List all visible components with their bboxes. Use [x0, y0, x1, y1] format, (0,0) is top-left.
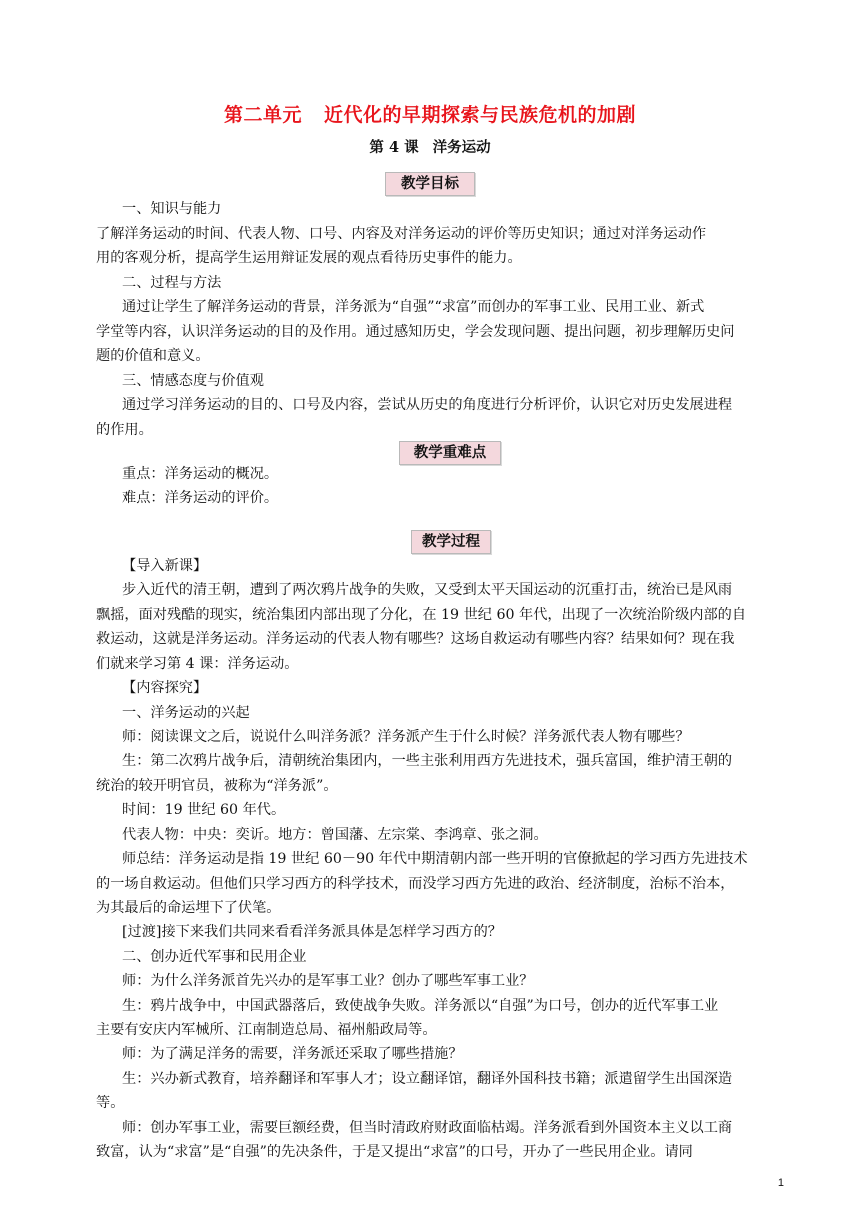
badge-teaching-process: 教学过程	[411, 530, 491, 554]
text-line: 生：鸦片战争中，中国武器落后，致使战争失败。洋务派以“自强”为口号，创办的近代军事工业	[122, 998, 719, 1014]
text-line: 致富，认为“求富”是“自强”的先决条件，于是又提出“求富”的口号，开办了一些民用企业。请同	[96, 1144, 693, 1160]
text-line: 【导入新课】	[122, 558, 208, 574]
unit-title	[0, 100, 860, 127]
text-line: 的一场自救运动。但他们只学习西方的科学技术，而没学习西方先进的政治、经济制度，治标不治本，	[96, 876, 735, 892]
text-line: 救运动，这就是洋务运动。洋务运动的代表人物有哪些？这场自救运动有哪些内容？结果如何？现在我	[96, 631, 735, 647]
text-line: 【内容探究】	[122, 680, 208, 696]
text-line: 师：创办军事工业，需要巨额经费，但当时清政府财政面临枯竭。洋务派看到外国资本主义以工商	[122, 1120, 733, 1136]
text-line: 生：第二次鸦片战争后，清朝统治集团内，一些主张利用西方先进技术，强兵富国，维护清王朝的	[122, 753, 733, 769]
text-line: 学堂等内容，认识洋务运动的目的及作用。通过感知历史，学会发现问题、提出问题，初步理解历史问	[96, 324, 735, 340]
text-line: 题的价值和意义。	[96, 348, 210, 364]
unit-name: 近代化的早期探索与民族危机的加剧	[324, 104, 637, 126]
lesson-number: 第 4 课	[369, 139, 419, 156]
lesson-title	[0, 136, 860, 157]
text-line: 二、过程与方法	[122, 275, 222, 291]
page-number: 1	[777, 1177, 784, 1189]
text-line: 重点：洋务运动的概况。	[122, 466, 279, 482]
badge-teaching-goals: 教学目标	[385, 172, 475, 196]
text-line: 主要有安庆内军械所、江南制造总局、福州船政局等。	[96, 1022, 437, 1038]
text-line: 统治的较开明官员，被称为“洋务派”。	[96, 778, 338, 794]
text-line: 生：兴办新式教育，培养翻译和军事人才；设立翻译馆，翻译外国科技书籍；派遣留学生出国深造	[122, 1071, 733, 1087]
text-line: 师：为了满足洋务的需要，洋务派还采取了哪些措施？	[122, 1046, 463, 1062]
text-line: 通过学习洋务运动的目的、口号及内容，尝试从历史的角度进行分析评价，认识它对历史发展进程	[122, 397, 733, 413]
text-line: 难点：洋务运动的评价。	[122, 490, 279, 506]
text-line: 一、知识与能力	[122, 201, 222, 217]
text-line: 师总结：洋务运动是指 19 世纪 60－90 年代中期清朝内部一些开明的官僚掀起的学习西方先进技术	[122, 851, 748, 867]
unit-number: 第二单元	[223, 104, 302, 126]
text-line: 飘摇，面对残酷的现实，统治集团内部出现了分化，在 19 世纪 60 年代，出现了一次统治阶级内部的自	[96, 607, 747, 623]
text-line: 为其最后的命运埋下了伏笔。	[96, 900, 281, 916]
text-line: 二、创办近代军事和民用企业	[122, 949, 307, 965]
text-line: 们就来学习第 4 课：洋务运动。	[96, 656, 299, 672]
text-line: 代表人物：中央：奕䜣。地方：曾国藩、左宗棠、李鸿章、张之洞。	[122, 827, 548, 843]
text-line: 时间：19 世纪 60 年代。	[122, 802, 286, 818]
text-line: 通过让学生了解洋务运动的背景，洋务派为“自强”“求富”而创办的军事工业、民用工业、新式	[122, 299, 705, 315]
text-line: 步入近代的清王朝，遭到了两次鸦片战争的失败，又受到太平天国运动的沉重打击，统治已是风雨	[122, 582, 733, 598]
text-line: 师：为什么洋务派首先兴办的是军事工业？创办了哪些军事工业？	[122, 973, 534, 989]
text-line: 三、情感态度与价值观	[122, 373, 264, 389]
text-line: 一、洋务运动的兴起	[122, 705, 250, 721]
text-line: 了解洋务运动的时间、代表人物、口号、内容及对洋务运动的评价等历史知识；通过对洋务运动作	[96, 226, 707, 242]
text-line: 用的客观分析，提高学生运用辩证发展的观点看待历史事件的能力。	[96, 250, 522, 266]
text-line: 的作用。	[96, 422, 153, 438]
badge-key-points: 教学重难点	[399, 441, 501, 465]
text-line: [过渡]接下来我们共同来看看洋务派具体是怎样学习西方的？	[122, 924, 502, 940]
lesson-name: 洋务运动	[432, 139, 491, 156]
text-line: 师：阅读课文之后，说说什么叫洋务派？洋务派产生于什么时候？洋务派代表人物有哪些？	[122, 729, 690, 745]
text-line: 等。	[96, 1095, 125, 1111]
